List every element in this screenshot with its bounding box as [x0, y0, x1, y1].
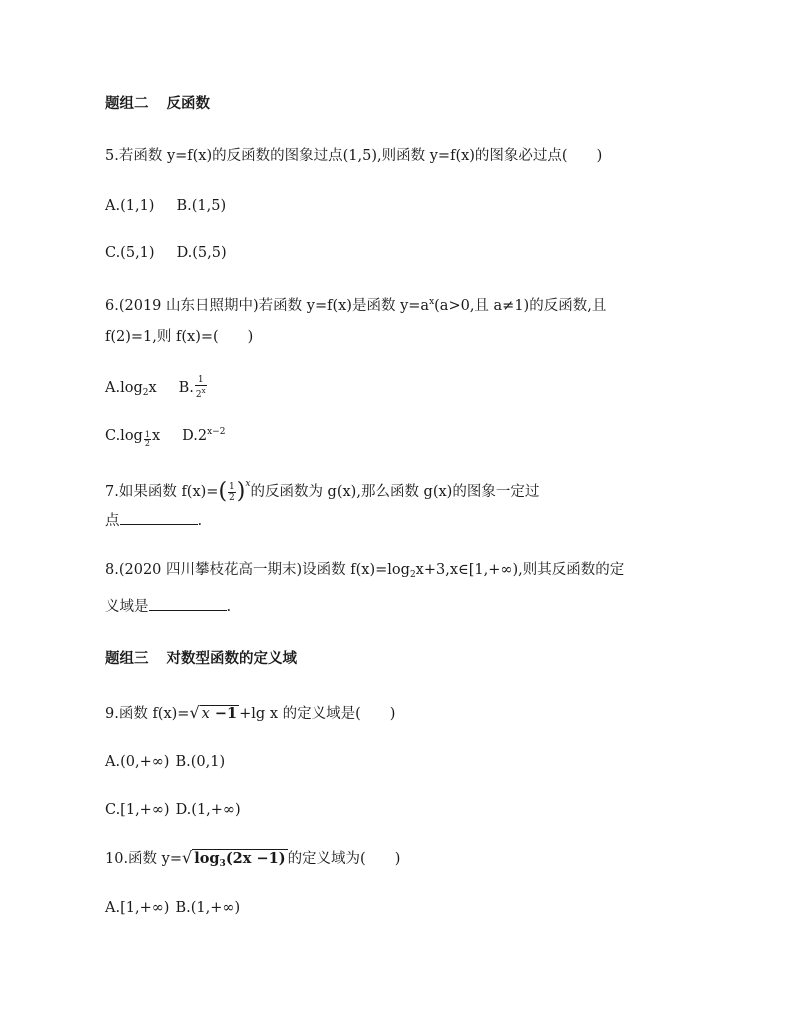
sqrt-expression: √ $\log_3(2x -1)$	[182, 848, 286, 869]
answer-blank[interactable]	[149, 596, 227, 611]
option-a: A.(0,+∞)	[105, 754, 170, 770]
question-5-options-row1	[105, 196, 226, 216]
question-9-stem: 9.函数 f(x)=√ x −1 +lg x 的定义域是( )	[105, 703, 396, 722]
option-c: C.log $\frac{1}{2}$ x	[105, 428, 161, 448]
question-8-stem-line2: 义域是 .	[105, 596, 231, 617]
section-label: 题组三	[105, 651, 149, 667]
option-d: D.(5,5)	[176, 245, 227, 261]
option-d: $D.2^{x-2}$	[182, 427, 226, 444]
option-b: B.(1,+∞)	[175, 900, 241, 916]
section-title: 对数型函数的定义域	[166, 651, 297, 667]
question-10-stem: 10.函数 y=√ $\log_3(2x -1)$ 的定义域为( )	[105, 848, 400, 874]
option-a: A.[1,+∞)	[105, 900, 170, 916]
question-6-stem-line1: 6.(2019 山东日照期中)若函数 y=f(x)是函数 $y=a^x(a>0$,且 a≠1)的反函数,且	[105, 297, 607, 314]
option-c: C.[1,+∞)	[105, 802, 170, 818]
option-c: C.(5,1)	[105, 245, 155, 261]
question-6-stem-line2: f(2)=1,则 f(x)=( )	[105, 329, 254, 345]
question-5-stem: 5.若函数 y=f(x)的反函数的图象过点(1,5),则函数 y=f(x)的图象必过点( )	[105, 148, 603, 164]
option-a: A.(1,1)	[105, 198, 155, 214]
question-9-options-row2	[105, 800, 241, 820]
question-6-options-row2	[105, 422, 225, 448]
section-label: 题组二	[105, 96, 149, 112]
option-b: B.(0,1)	[175, 754, 226, 770]
question-7-stem-line2: 点 .	[105, 510, 202, 531]
option-b: B.(1,5)	[176, 198, 227, 214]
question-10-options-row1	[105, 898, 240, 918]
option-d: D.(1,+∞)	[175, 802, 241, 818]
question-6-options-row1	[105, 375, 208, 403]
section-heading-2	[105, 94, 210, 114]
sqrt-expression: √ x −1	[189, 703, 238, 722]
question-5-options-row2	[105, 243, 227, 263]
option-a: $A.\log_2x$	[105, 379, 157, 398]
option-b: B. $\frac{1}{2^x}$	[178, 375, 206, 400]
question-9-options-row1	[105, 752, 225, 772]
section-heading-3	[105, 649, 297, 669]
section-title: 反函数	[166, 96, 210, 112]
question-8-stem-line1: 8.(2020 四川攀枝花高一期末)设函数 $f(x)=\log_2x+3,x\in[1,+\infty)$,则其反函数的定	[105, 562, 625, 580]
answer-blank[interactable]	[120, 510, 198, 525]
question-7-stem-line1: 7.如果函数 f(x)=( $\frac{1}{2}$ )$^x$的反函数为 g(x),那么函数 g(x)的图象一定过	[105, 479, 540, 504]
